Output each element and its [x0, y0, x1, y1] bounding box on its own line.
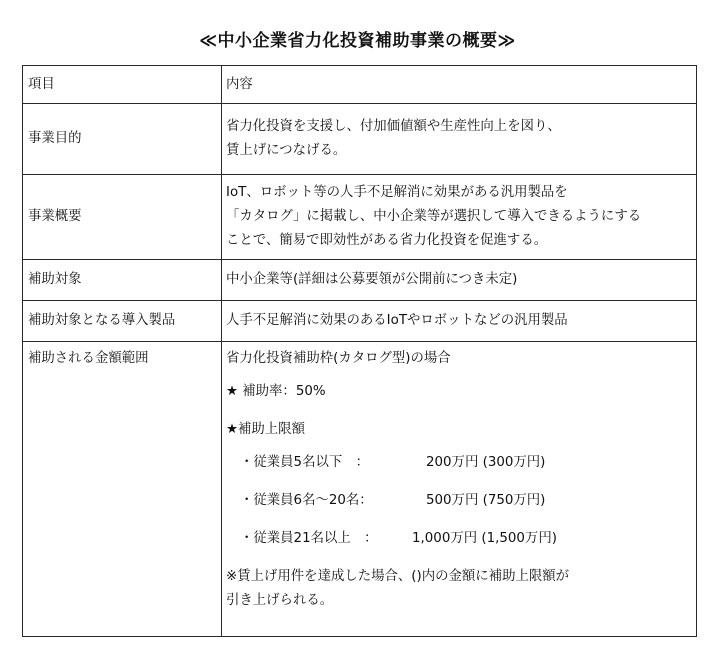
overview-table [22, 65, 697, 637]
purpose-line-2: 賃上げにつなげる。 [226, 143, 347, 158]
target-value: 中小企業等(詳細は公募要領が公開前につき未定) [222, 260, 697, 301]
amount-value [222, 342, 697, 637]
table-row-product [23, 301, 697, 342]
header-value-cell: 内容 [222, 66, 697, 104]
product-label: 補助対象となる導入製品 [23, 301, 222, 342]
table-row-target [23, 260, 697, 301]
purpose-label: 事業目的 [23, 104, 222, 175]
page-title: ≪中小企業省力化投資補助事業の概要≫ [199, 31, 516, 51]
amount-label: 補助される金額範囲 [28, 351, 149, 366]
summary-label: 事業概要 [23, 175, 222, 260]
summary-line-1: IoT、ロボット等の人手不足解消に効果がある汎用製品を [226, 185, 568, 200]
table-row-amount [23, 342, 697, 637]
purpose-value [222, 104, 697, 175]
note-line-2: 引き上げられる。 [226, 593, 334, 608]
tier-amount: 200万円 (300万円) [426, 455, 546, 470]
table-row-purpose [23, 104, 697, 175]
tier-amount: 1,000万円 (1,500万円) [412, 531, 557, 546]
spacer [226, 475, 696, 489]
spacer [226, 371, 696, 380]
summary-line-2: 「カタログ」に掲載し、中小企業等が選択して導入できるようにする [226, 209, 642, 224]
amount-label-cell [23, 342, 222, 637]
limit-heading: ★補助上限額 [226, 422, 305, 437]
spacer [226, 551, 696, 565]
note-line-1: ※賃上げ用件を達成した場合、()内の金額に補助上限額が [226, 569, 570, 584]
table-header-row [23, 66, 697, 104]
tier-row [226, 527, 696, 551]
target-label: 補助対象 [23, 260, 222, 301]
spacer [226, 513, 696, 527]
tier-name: ・従業員6名～20名： [240, 493, 373, 508]
product-value: 人手不足解消に効果のあるIoTやロボットなどの汎用製品 [222, 301, 697, 342]
subsidy-rate: ★ 補助率：50% [226, 384, 326, 399]
spacer [226, 442, 696, 451]
tier-name: ・従業員21名以上 ： [240, 531, 378, 546]
summary-value [222, 175, 697, 260]
tier-name: ・従業員5名以下 ： [240, 455, 370, 470]
amount-frame: 省力化投資補助枠(カタログ型)の場合 [226, 351, 451, 366]
tier-amount: 500万円 (750万円) [426, 493, 546, 508]
tier-row [226, 489, 696, 513]
spacer [226, 404, 696, 418]
header-label-cell: 項目 [23, 66, 222, 104]
purpose-line-1: 省力化投資を支援し、付加価値額や生産性向上を図り、 [226, 119, 561, 134]
table-row-summary [23, 175, 697, 260]
amount-content [226, 342, 696, 613]
summary-line-3: ことで、簡易で即効性がある省力化投資を促進する。 [226, 233, 548, 248]
tier-row [226, 451, 696, 475]
